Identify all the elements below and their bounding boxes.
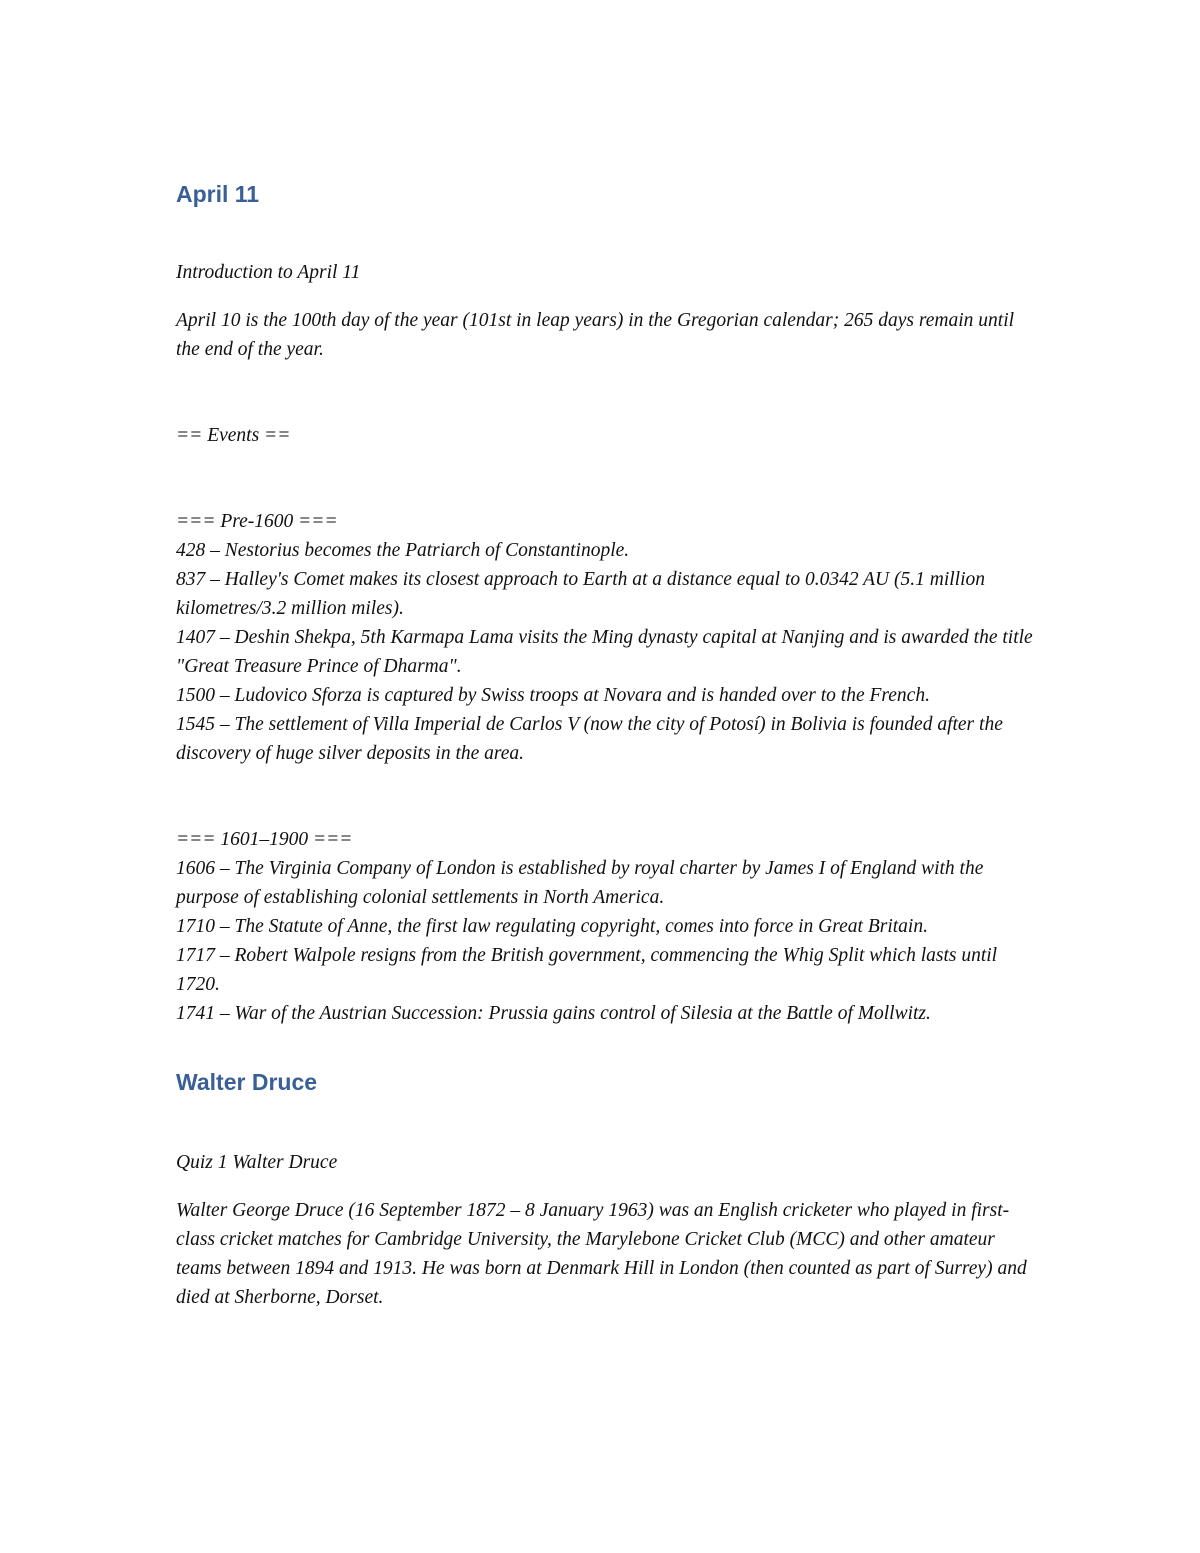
list-item: 837 – Halley's Comet makes its closest approach to Earth at a distance equal to 0.0342 AU (5.1 million kilometres/3.2 million miles). <box>176 569 986 619</box>
pre1600-list <box>176 536 1036 768</box>
list-item: 1710 – The Statute of Anne, the first law regulating copyright, comes into force in Great Britain. <box>176 916 928 937</box>
april-paragraph: April 10 is the 100th day of the year (101st in leap years) in the Gregorian calendar; 265 days remain until the end of the year. <box>176 310 1015 360</box>
list-item: 1606 – The Virginia Company of London is established by royal charter by James I of England with the purpose of establishing colonial settlements in North America. <box>176 858 984 908</box>
walter-druce-paragraph: Walter George Druce (16 September 1872 – 8 January 1963) was an English cricketer who played in first-class cricket matches for Cambridge University, the Marylebone Cricket Club (MCC) and other amateur teams between 1894 and 1913. He was born at Denmark Hill in London (then counted as part of Surrey) and died at Sherborne, Dorset. <box>176 1200 1027 1308</box>
list-item: 428 – Nestorius becomes the Patriarch of Constantinople. <box>176 540 630 561</box>
heading-walter-druce: Walter Druce <box>176 1069 318 1095</box>
1601-1900-list <box>176 854 1036 1028</box>
list-item: 1500 – Ludovico Sforza is captured by Swiss troops at Novara and is handed over to the French. <box>176 685 930 706</box>
list-item: 1741 – War of the Austrian Succession: Prussia gains control of Silesia at the Battle of Mollwitz. <box>176 1003 931 1024</box>
intro-line: Introduction to April 11 <box>176 262 361 283</box>
list-item: 1717 – Robert Walpole resigns from the British government, commencing the Whig Split which lasts until 1720. <box>176 945 998 995</box>
list-item: 1545 – The settlement of Villa Imperial de Carlos V (now the city of Potosí) in Bolivia is founded after the discovery of huge silver deposits in the area. <box>176 714 1003 764</box>
list-item: 1407 – Deshin Shekpa, 5th Karmapa Lama visits the Ming dynasty capital at Nanjing and is awarded the title "Great Treasure Prince of Dharma". <box>176 627 1033 677</box>
1601-1900-heading: === 1601–1900 === <box>176 829 353 850</box>
quiz-line: Quiz 1 Walter Druce <box>176 1152 338 1173</box>
heading-april-11: April 11 <box>176 181 260 207</box>
events-heading: == Events == <box>176 425 291 446</box>
document-content <box>176 176 1036 1312</box>
pre1600-heading: === Pre-1600 === <box>176 511 338 532</box>
